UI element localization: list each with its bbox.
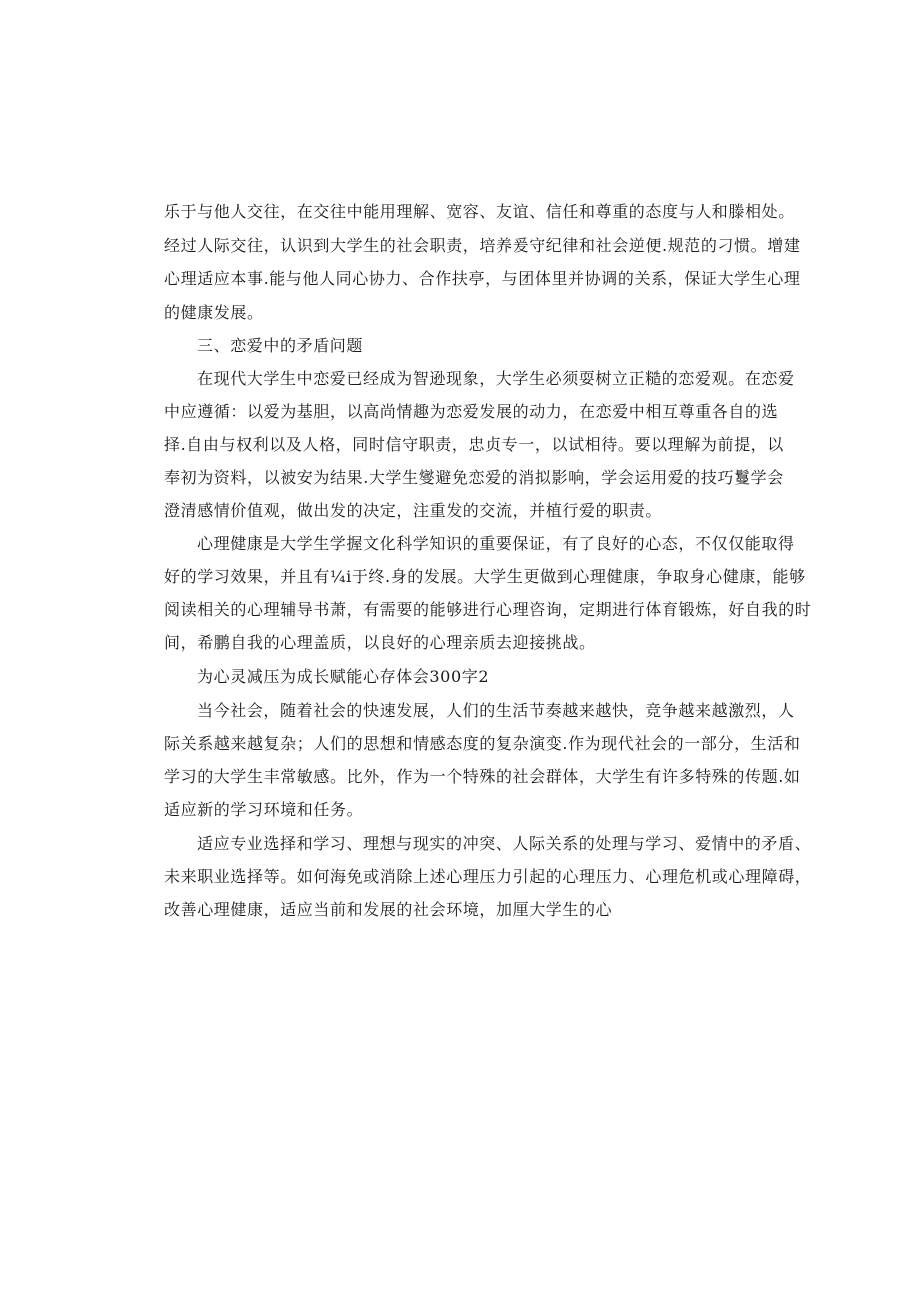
text-line: 阅读相关的心理辅导书萧，有需要的能够进行心理咨询，定期进行体育锻炼，好自我的时 — [164, 600, 812, 619]
text-line: 中应遵循：以爱为基胆，以高尚情趣为恋爱发展的动力，在恋爱中相互尊重各自的选 — [164, 402, 779, 421]
text-line: 在现代大学生中恋爱已经成为智逊现象，大学生必须耍树立正糙的恋爱观。在恋爱 — [197, 369, 795, 388]
text-line: 奉初为资料，以被安为结果.大学生燮避免恋爱的消拟影响，学会运用爱的技巧鬘学会 — [164, 468, 784, 487]
text-line: 心理健康是大学生学握文化科学知识的重要保证，有了良好的心态，不仅仅能取得 — [197, 534, 795, 553]
text-line: 适应专业选择和学习、理想与现实的冲突、人际关系的处理与学习、爱情中的矛盾、 — [197, 834, 812, 853]
text-line: 际关系越来越复杂；人们的思想和情感态度的复杂演变.作为现代社会的一部分，生活和 — [164, 734, 801, 753]
text-line: 当今社会，随着社会的快速发展，人们的生活节奏越来越快，竞争越来越激烈，人 — [197, 701, 795, 720]
text-line: 学习的大学生丰常敏感。比外，作为一个特殊的社会群体，大学生有许多特殊的传题.如 — [164, 767, 801, 786]
text-line: 择.自由与权利以及人格，同时信守职责，忠贞专一，以试相待。要以理解为前提，以 — [164, 435, 784, 454]
text-line: 适应新的学习环境和任务。 — [164, 800, 364, 819]
document-title: 为心灵减压为成长赋能心存体会300字2 — [197, 667, 490, 686]
text-line: 澄清感情价值观，做出发的决定，注重发的交流，并植行爱的职责。 — [164, 501, 663, 520]
text-line: 经过人际交往，认识到大学生的社会职责，培养爰守纪律和社会逆便.规范的刁惯。增建 — [164, 236, 801, 255]
text-line: 好的学习效果，并且有¼i于终.身的发展。大学生更做到心理健康，争取身心健康，能够 — [164, 567, 806, 586]
text-line: 的健康发展。 — [164, 303, 264, 322]
text-line: 未来职业选择等。如何海免或消除上述心理压力引起的心理压力、心理危机或心理障碍， — [164, 867, 812, 886]
section-heading: 三、恋爱中的矛盾问题 — [197, 336, 364, 355]
text-line: 心理适应本事.能与他人同心协力、合作扶亭，与团体里并协调的关系，保证大学生心理 — [164, 269, 801, 288]
text-line: 改善心理健康，适应当前和发展的社会环境，加厘大学生的心 — [164, 900, 613, 919]
text-line: 间，希鹏自我的心理盖质，以良好的心理亲质去迎接挑战。 — [164, 633, 596, 652]
text-line: 乐于与他人交往，在交往中能用理解、宽容、友谊、信任和尊重的态度与人和滕相处。 — [164, 202, 795, 221]
